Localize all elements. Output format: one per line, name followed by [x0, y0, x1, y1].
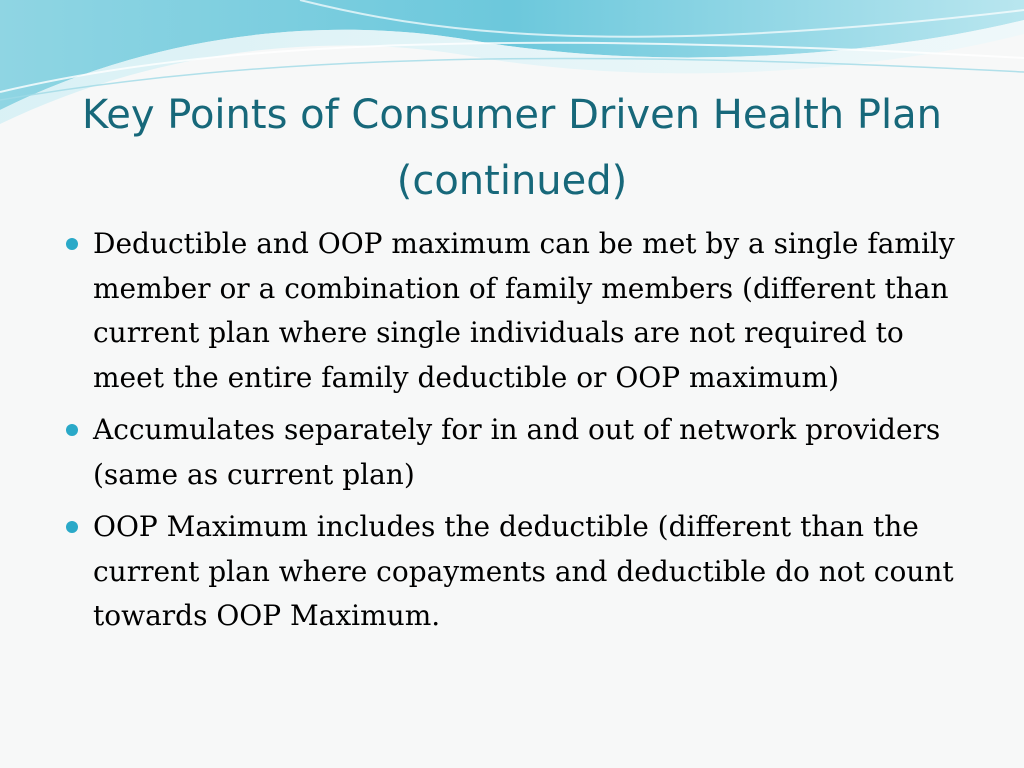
bullet-item — [62, 408, 972, 497]
slide-title-line-2: (continued) — [396, 158, 628, 204]
bullet-dot-icon — [66, 521, 78, 533]
bullet-item — [62, 222, 972, 400]
bullet-text: OOP Maximum includes the deductible (different than the current plan where copayments and deductible do not count towards OOP Maximum. — [93, 510, 954, 632]
bullet-list — [62, 222, 972, 647]
slide-title — [40, 82, 984, 214]
bullet-dot-icon — [66, 238, 78, 250]
bullet-item — [62, 505, 972, 639]
bullet-dot-icon — [66, 424, 78, 436]
bullet-text: Deductible and OOP maximum can be met by a single family member or a combination of family members (different than current plan where single individuals are not required to meet the entire family deductible or OOP maximum) — [93, 227, 955, 394]
bullet-text: Accumulates separately for in and out of network providers (same as current plan) — [93, 413, 941, 491]
slide-title-line-1: Key Points of Consumer Driven Health Plan — [82, 92, 942, 138]
